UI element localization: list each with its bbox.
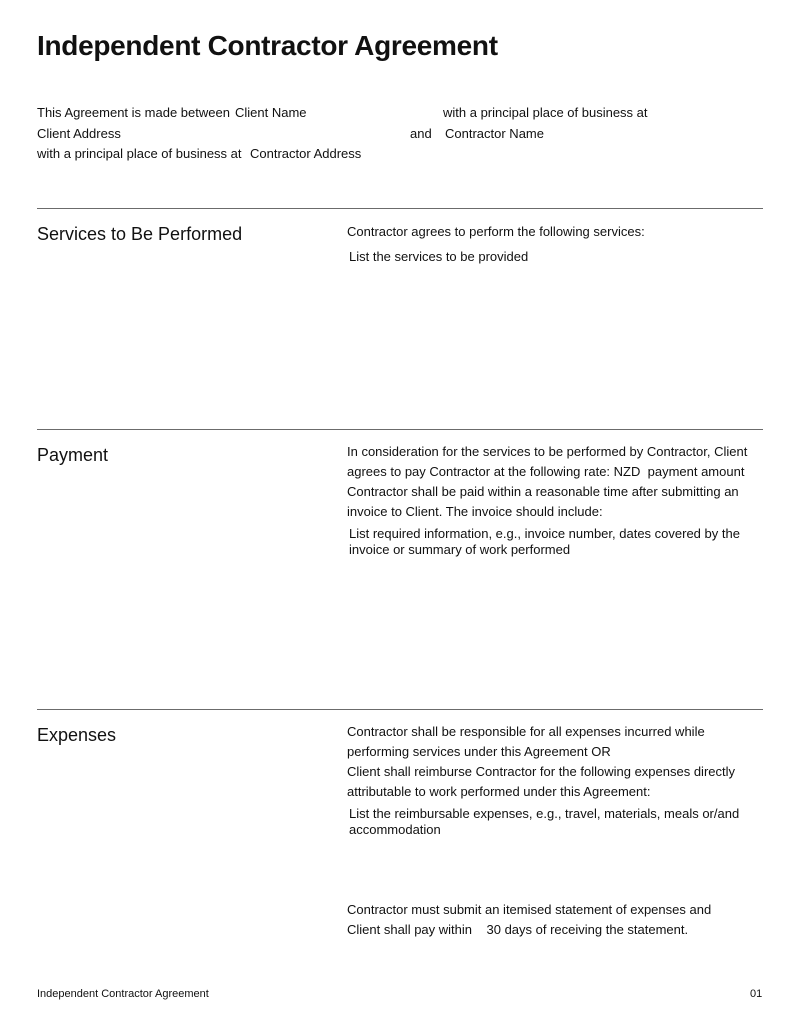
payment-text-line: Contractor shall be paid within a reasonable time after submitting an xyxy=(347,484,739,499)
payment-text-line: invoice to Client. The invoice should include: xyxy=(347,504,603,519)
page-title: Independent Contractor Agreement xyxy=(37,30,498,61)
statement-text: Client shall pay within xyxy=(347,922,473,937)
expenses-statement xyxy=(347,900,767,940)
statement-text: days of receiving the statement. xyxy=(504,922,689,937)
client-name-field[interactable]: Client Name xyxy=(235,105,307,120)
footer-doc-name: Independent Contractor Agreement xyxy=(37,988,209,1000)
section-divider xyxy=(37,709,763,710)
expenses-statement-line-2 xyxy=(347,920,767,940)
intro-and: and xyxy=(410,126,432,141)
section-divider xyxy=(37,208,763,209)
expenses-text-line: Client shall reimburse Contractor for the following expenses directly xyxy=(347,764,736,779)
contractor-name-field[interactable]: Contractor Name xyxy=(445,126,544,141)
services-lead: Contractor agrees to perform the following services: xyxy=(347,224,645,239)
services-field[interactable]: List the services to be provided xyxy=(349,249,529,264)
payment-text xyxy=(347,442,767,522)
payment-amount-field[interactable]: payment amount xyxy=(647,464,745,479)
services-text xyxy=(347,222,767,242)
payment-heading: Payment xyxy=(37,445,109,465)
payment-text-line: In consideration for the services to be performed by Contractor, Client xyxy=(347,444,748,459)
expenses-text-line: attributable to work performed under this Agreement: xyxy=(347,784,651,799)
expenses-text-line: performing services under this Agreement OR xyxy=(347,744,611,759)
intro-principal-place-1: with a principal place of business at xyxy=(443,105,648,120)
intro-made-between: This Agreement is made between xyxy=(37,105,230,120)
expenses-text-line: Contractor shall be responsible for all expenses incurred while xyxy=(347,724,705,739)
contractor-address-field[interactable]: Contractor Address xyxy=(250,146,362,161)
client-address-field[interactable]: Client Address xyxy=(37,126,121,141)
expenses-statement-line: Contractor must submit an itemised statement of expenses and xyxy=(347,902,712,917)
payment-rate-text: agrees to pay Contractor at the following rate: NZD xyxy=(347,464,641,479)
invoice-info-field[interactable]: List required information, e.g., invoice number, dates covered by the invoice or summary of work performed xyxy=(349,526,740,557)
reimbursable-expenses-field[interactable]: List the reimbursable expenses, e.g., travel, materials, meals or/and accommodation xyxy=(349,806,740,837)
payment-rate-line xyxy=(347,462,767,482)
services-heading: Services to Be Performed xyxy=(37,224,243,244)
section-divider xyxy=(37,429,763,430)
expenses-heading: Expenses xyxy=(37,725,117,745)
expenses-text xyxy=(347,722,767,802)
intro-principal-place-2: with a principal place of business at xyxy=(37,146,242,161)
payment-days-field[interactable]: 30 xyxy=(486,922,501,937)
page-number: 01 xyxy=(750,988,763,1000)
